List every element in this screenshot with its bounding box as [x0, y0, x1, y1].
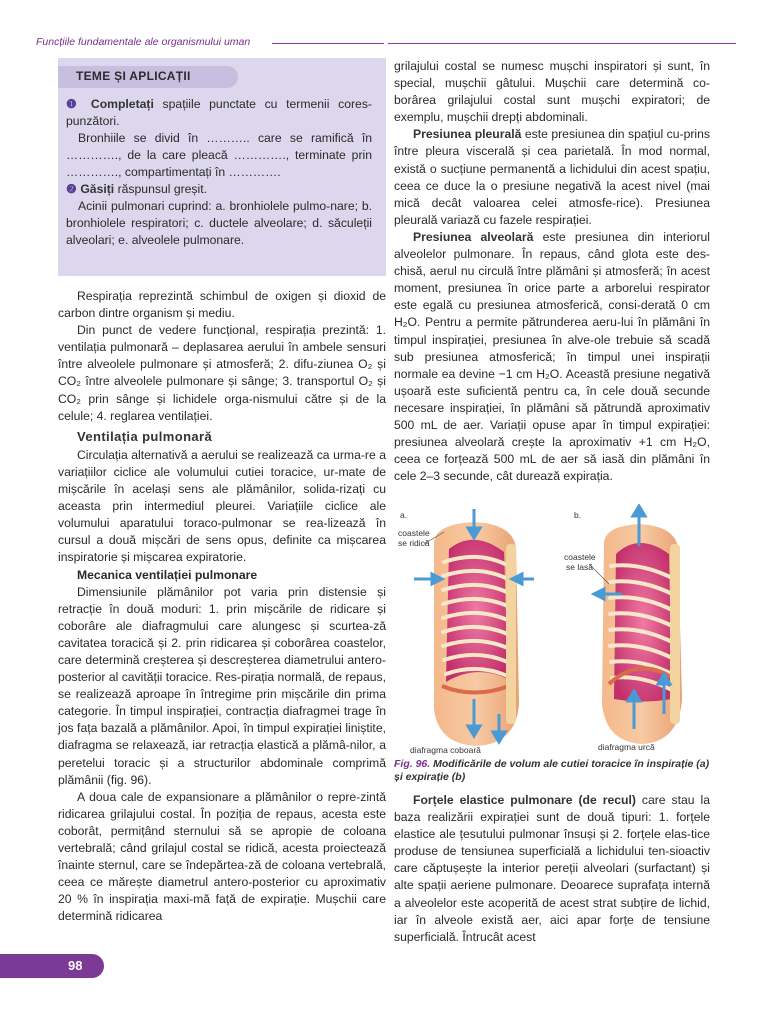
- label-diaphragm-rises: diafragma urcă: [598, 742, 655, 752]
- paragraph-air-circulation: Circulația alternativă a aerului se realizează ca urma-re a variațiilor ciclice ale volumului cutiei toracice, ur-mate de mișcările în același sens ale plămânilor, solida-rizați cu aceasta prin intermediul pleurei. Variațiile ciclice ale volumului aparatului toraco-pulmonar se rea-lizează în cursul a două mișcări de sens opus, definite ca mișcarea inspiratorie și mișcarea expiratorie.: [58, 447, 386, 565]
- exercise-2-text: Acinii pulmonari cuprind: a. bronhiolele pulmo-nare; b. bronhiolele respiratori; c. ductele alveolare; d. săculeții alveolari; e. alveolele pulmonare.: [66, 199, 372, 247]
- exercise-2-prompt: [66, 181, 372, 198]
- label-diaphragm-descends: diafragma coboară: [410, 745, 481, 755]
- text-alveolar-pressure: este presiunea din interiorul alveolelor pulmonare. În repaus, când glota este des-chisă, aerul nu circulă între plămâni și atmosferă; în acest moment, presiunea în orice parte a arborelui respirator este egală cu presiunea atmosferică, consi-derată 0 cm H₂O. Pentru a permite pătrunderea aeru-lui în plămâni în timpul inspirației, presiunea în alve-ole trebuie să scadă sub presiunea atmosferică; în timpul unei inspirații normale ea devine −1 cm H₂O. Această presiune negativă ușoară este suficientă pentru ca, în cele două secunde necesare inspirației, în plămâni să pătrundă aproximativ 500 mL de aer. Variații opuse apar în timpul expirației: presiunea alveolară crește la aproximativ +1 cm H₂O, ceea ce forțează 500 mL de aer să iasă din plămâni în cele 2–3 secunde, cât durează expirația.: [394, 229, 710, 484]
- term-pleural-pressure: Presiunea pleurală: [413, 127, 522, 142]
- paragraph-respiration-definition: Respirația reprezintă schimbul de oxigen și dioxid de carbon dintre organism și mediu.: [58, 289, 386, 321]
- figure-caption-label: Fig. 96.: [394, 758, 431, 770]
- right-column: [394, 58, 710, 485]
- exercise-2-command: Găsiți: [80, 182, 115, 196]
- exercise-1-command: Completați: [90, 97, 154, 111]
- header-rule: [272, 43, 384, 44]
- exercise-1-prompt: [66, 96, 372, 130]
- paragraph-alveolar-pressure: [394, 229, 710, 485]
- label-ribs-lower-line2: se lasă: [566, 562, 593, 572]
- figure-label-a: a.: [400, 510, 408, 520]
- paragraph-muscles: grilajului costal se numesc mușchi inspiratori și sunt, în special, mușchii gâtului. Mușchii care determină co-borârea grilajului costal sunt mușchi expiratori; de exemplu, mușchii drepți abdominali.: [394, 59, 710, 125]
- label-ribs-lower-line1: coastele: [564, 552, 596, 562]
- exercise-2-instruction: răspunsul greșit.: [114, 182, 208, 196]
- exercise-box-title: TEME ȘI APLICAȚII: [76, 69, 191, 83]
- label-ribs-rise-line2: se ridică: [398, 538, 430, 548]
- exercise-1-instruction: spațiile punctate cu termenii cores-punzători.: [66, 97, 372, 128]
- header-title: Funcțiile fundamentale ale organismului uman: [36, 36, 251, 48]
- figure-96: [394, 504, 712, 756]
- text-pleural-pressure: este presiunea din spațiul cu-prins între pleura viscerală și cea parietală. În mod normal, există o sucțiune permanentă a lichidului din acest spațiu, ceea ce duce la o presiune negativă la acest nivel (mai mică decât valoarea celei atmosfe-rice). Presiunea pleurală variază cu fazele respirației.: [394, 127, 710, 227]
- paragraph-elastic-forces: [394, 792, 710, 946]
- subheading-mechanics-text: Mecanica ventilației pulmonare: [77, 567, 258, 582]
- paragraph-lung-dimensions: Dimensiunile plămânilor pot varia prin distensie și retracție în două moduri: 1. prin mișcările de ridicare și coborâre ale diafragmului care alungesc și scurtea-ză cavitatea toracică și 2. prin ridicarea și coborârea coastelor, care determină creșterea și descreșterea diametrului antero-posterior al cavității toracice. Res-pirația normală, de repaus, se realizează aproape în întregime prin mișcările din prima categorie. În timpul inspirației, contracția diafragmei trage în jos fața bazală a plămânilor. Apoi, în timpul expirației liniștite, diafragma se relaxează, iar retracția elastică a plămâ-nilor, a peretelui toracic și a structurilor abdominale comprimă plămânii (fig. 96).: [58, 584, 386, 787]
- figure-label-b: b.: [574, 510, 582, 520]
- thorax-illustration: [394, 504, 712, 756]
- heading-pulmonary-ventilation: Ventilația pulmonară: [77, 428, 213, 444]
- label-ribs-rise-line1: coastele: [398, 528, 430, 538]
- header-rule-right: [388, 43, 736, 44]
- paragraph-rib-cage: A doua cale de expansionare a plămânilor o repre-zintă ridicarea grilajului costal. În poziția de repaus, acesta este coborât, permițând sternului să se apropie de coloana vertebrală; când grilajul costal se ridică, acesta proiectează înainte sternul, care se îndepărtea-ză de coloana vertebrală, ceea ce mărește diametrul antero-posterior cu aproximativ 20 % în inspirația maxi-mă față de expirație. Mușchii care determină ridicarea: [58, 789, 386, 924]
- term-elastic-forces: Forțele elastice pulmonare (de recul): [413, 793, 636, 807]
- subheading-mechanics: [58, 567, 386, 584]
- number-one-icon: ❶: [66, 97, 83, 111]
- figure-caption: [394, 758, 712, 784]
- exercise-box-body: [66, 96, 372, 249]
- paragraph-pleural-pressure: [394, 126, 710, 229]
- paragraph-respiration-stages: Din punct de vedere funcțional, respirația prezintă: 1. ventilația pulmonară – deplasarea aerului în ambele sensuri între alveolele pulmonare și atmosferă; 2. difu-ziunea O₂ și CO₂ între alveolele pulmonare și sânge; 3. transportul O₂ și CO₂ prin sânge și lichidele orga-nismului către și de la celule; 4. reglarea ventilației.: [58, 323, 386, 423]
- left-column: [58, 288, 386, 925]
- exercise-1-text: Bronhiile se divid în ……….. care se ramifică în …………., de la care pleacă …………., terminate prin …………., compartimentați în ………….: [66, 131, 372, 179]
- page-number-tab: [0, 954, 104, 978]
- right-column-lower: [394, 792, 710, 946]
- term-alveolar-pressure: Presiunea alveolară: [413, 229, 534, 244]
- figure-caption-text: Modificările de volum ale cutiei toracice în inspirație (a) și expirație (b): [394, 758, 710, 783]
- number-two-icon: ❷: [66, 182, 77, 196]
- page-number: 98: [68, 958, 83, 973]
- text-elastic-forces: care stau la baza realizării expirației sunt de două tipuri: 1. forțele elastice ale țesutului pulmonar însuși și 2. forțele elas-tice produse de tensiunea superficială a lichidului ten-sioactiv care căptușește la interior pereții alveolari (surfactant) și alte spații aeriene pulmonare. Deoarece suprafața internă a alveolelor este acoperită de acest strat subțire de lichid, iar în alveole există aer, aici apar forțe de tensiune superficială. Întrucât acest: [394, 793, 710, 944]
